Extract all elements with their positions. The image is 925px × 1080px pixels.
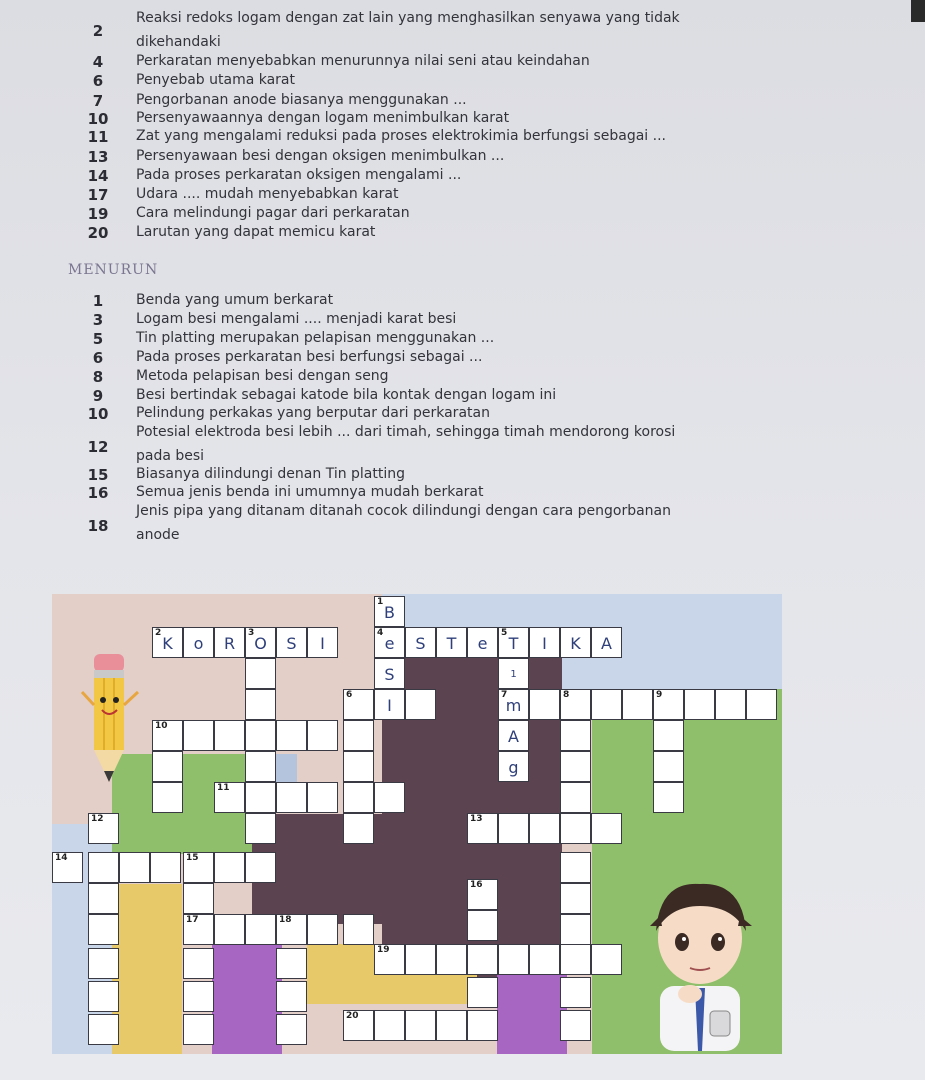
cell-20[interactable]	[343, 1010, 374, 1041]
cell-number: 7	[501, 690, 508, 700]
cell-number: 4	[377, 628, 384, 638]
cell[interactable]	[307, 720, 338, 751]
clue-text: Zat yang mengalami reduksi pada proses elektrokimia berfungsi sebagai ...	[136, 128, 666, 144]
cell[interactable]	[214, 627, 245, 658]
cell[interactable]	[529, 944, 560, 975]
cell[interactable]	[88, 883, 119, 914]
cell[interactable]	[374, 1010, 405, 1041]
cell[interactable]	[307, 914, 338, 945]
cell[interactable]	[560, 751, 591, 782]
cell[interactable]	[343, 813, 374, 844]
cell[interactable]	[405, 944, 436, 975]
cell[interactable]	[653, 720, 684, 751]
cell[interactable]	[498, 813, 529, 844]
cell-number: 6	[346, 690, 353, 700]
clue-text: Persenyawaan besi dengan oksigen menimbulkan ...	[136, 148, 505, 164]
cell[interactable]	[183, 627, 214, 658]
cell-number: 12	[91, 814, 104, 824]
clue-text: Metoda pelapisan besi dengan seng	[136, 368, 389, 384]
cell-15[interactable]	[183, 852, 214, 883]
cell-number: 17	[186, 915, 199, 925]
clue-number: 8	[92, 368, 104, 386]
cell[interactable]	[214, 914, 245, 945]
clue-text: Udara .... mudah menyebabkan karat	[136, 186, 399, 202]
cell-number: 2	[155, 628, 162, 638]
cell[interactable]	[214, 720, 245, 751]
clue-number: 6	[92, 72, 104, 90]
clue-text-cont: dikehandaki	[136, 34, 221, 50]
cell[interactable]	[560, 782, 591, 813]
cell[interactable]	[498, 720, 529, 751]
cell-7[interactable]	[498, 689, 529, 720]
boy-character-icon	[640, 876, 760, 1051]
cell[interactable]	[183, 981, 214, 1012]
cell-letter: S	[415, 634, 426, 653]
cell[interactable]	[529, 627, 560, 658]
cell[interactable]	[467, 977, 498, 1008]
cell[interactable]	[183, 1014, 214, 1045]
cell[interactable]	[560, 720, 591, 751]
clue-number: 12	[87, 438, 109, 456]
cell[interactable]	[560, 1010, 591, 1041]
cell-4[interactable]	[374, 627, 405, 658]
cell-letter: T	[446, 634, 457, 653]
cell[interactable]	[436, 944, 467, 975]
cell[interactable]	[88, 948, 119, 979]
cell[interactable]	[374, 689, 405, 720]
cell[interactable]	[343, 782, 374, 813]
clue-number: 7	[92, 92, 104, 110]
cell[interactable]	[591, 944, 622, 975]
clue-text: Pada proses perkaratan oksigen mengalami ...	[136, 167, 462, 183]
cell[interactable]	[560, 852, 591, 883]
cell[interactable]	[276, 948, 307, 979]
cell-letter: O	[254, 634, 267, 653]
cell-17[interactable]	[183, 914, 214, 945]
cell-letter: A	[601, 634, 612, 653]
cell-letter: 1	[510, 669, 517, 680]
cell-1[interactable]	[374, 596, 405, 627]
cell-number: 1	[377, 597, 384, 607]
cell-letter: e	[477, 634, 488, 653]
clue-text: Pengorbanan anode biasanya menggunakan ...	[136, 92, 467, 108]
cell-number: 11	[217, 783, 230, 793]
cell[interactable]	[88, 1014, 119, 1045]
clue-number: 2	[92, 22, 104, 40]
clue-number: 10	[87, 405, 109, 423]
page-corner	[911, 0, 925, 22]
clue-number: 4	[92, 53, 104, 71]
cell[interactable]	[183, 883, 214, 914]
cell[interactable]	[560, 944, 591, 975]
clue-number: 11	[87, 128, 109, 146]
pencil-mascot-icon	[80, 650, 140, 790]
cell-letter: I	[387, 696, 392, 715]
cell-3[interactable]	[245, 627, 276, 658]
cell[interactable]	[276, 782, 307, 813]
section-title-down: MENURUN	[68, 262, 159, 278]
clue-text: Pelindung perkakas yang berputar dari perkaratan	[136, 405, 490, 421]
cell-letter: K	[162, 634, 173, 653]
clue-number: 13	[87, 148, 109, 166]
clue-number: 19	[87, 205, 109, 223]
cell-number: 18	[279, 915, 292, 925]
cell-13[interactable]	[467, 813, 498, 844]
cell[interactable]	[560, 627, 591, 658]
cell[interactable]	[183, 720, 214, 751]
cell-6[interactable]	[343, 689, 374, 720]
cell-14[interactable]	[52, 852, 83, 883]
cell[interactable]	[436, 1010, 467, 1041]
cell[interactable]	[467, 627, 498, 658]
cell[interactable]	[405, 1010, 436, 1041]
clue-text: Jenis pipa yang ditanam ditanah cocok dilindungi dengan cara pengorbanan	[136, 503, 671, 519]
cell[interactable]	[276, 627, 307, 658]
clue-number: 5	[92, 330, 104, 348]
clue-number: 10	[87, 110, 109, 128]
cell-letter: I	[320, 634, 325, 653]
clue-text: Pada proses perkaratan besi berfungsi sebagai ...	[136, 349, 483, 365]
cell[interactable]	[498, 658, 529, 689]
cell-12[interactable]	[88, 813, 119, 844]
clue-text-cont: anode	[136, 527, 180, 543]
clue-text: Cara melindungi pagar dari perkaratan	[136, 205, 410, 221]
cell[interactable]	[245, 914, 276, 945]
cell-19[interactable]	[374, 944, 405, 975]
cell[interactable]	[591, 627, 622, 658]
clue-text: Tin platting merupakan pelapisan menggunakan ...	[136, 330, 495, 346]
cell-5[interactable]	[498, 627, 529, 658]
cell[interactable]	[591, 813, 622, 844]
cell[interactable]	[276, 720, 307, 751]
cell[interactable]	[245, 658, 276, 689]
clue-text: Perkaratan menyebabkan menurunnya nilai seni atau keindahan	[136, 53, 590, 69]
clue-text: Potesial elektroda besi lebih ... dari timah, sehingga timah mendorong korosi	[136, 424, 676, 440]
cell[interactable]	[343, 914, 374, 945]
cell[interactable]	[560, 883, 591, 914]
cell-letter: T	[508, 634, 519, 653]
clue-text-cont: pada besi	[136, 448, 205, 464]
cell[interactable]	[498, 751, 529, 782]
cell[interactable]	[405, 689, 436, 720]
cell[interactable]	[276, 981, 307, 1012]
cell[interactable]	[746, 689, 777, 720]
clue-text: Reaksi redoks logam dengan zat lain yang menghasilkan senyawa yang tidak	[136, 10, 680, 26]
cell[interactable]	[684, 689, 715, 720]
cell[interactable]	[245, 751, 276, 782]
cell[interactable]	[715, 689, 746, 720]
cell[interactable]	[88, 981, 119, 1012]
cell[interactable]	[343, 751, 374, 782]
cell-number: 14	[55, 853, 68, 863]
cell[interactable]	[245, 689, 276, 720]
cell[interactable]	[591, 689, 622, 720]
cell-letter: m	[505, 696, 522, 715]
cell-letter: R	[223, 634, 236, 653]
cell[interactable]	[307, 782, 338, 813]
cell[interactable]	[119, 852, 150, 883]
clue-text: Logam besi mengalami .... menjadi karat besi	[136, 311, 457, 327]
cell[interactable]	[498, 944, 529, 975]
clue-number: 6	[92, 349, 104, 367]
cell[interactable]	[405, 627, 436, 658]
clue-number: 9	[92, 387, 104, 405]
cell-16[interactable]	[467, 879, 498, 910]
clue-text: Biasanya dilindungi denan Tin platting	[136, 466, 406, 482]
cell[interactable]	[436, 627, 467, 658]
cell[interactable]	[245, 813, 276, 844]
clue-text: Semua jenis benda ini umumnya mudah berkarat	[136, 484, 484, 500]
cell[interactable]	[467, 944, 498, 975]
cell-8[interactable]	[560, 689, 591, 720]
clue-number: 14	[87, 167, 109, 185]
cell-2[interactable]	[152, 627, 183, 658]
cell[interactable]	[653, 751, 684, 782]
cell[interactable]	[245, 720, 276, 751]
cell-number: 8	[563, 690, 570, 700]
clue-number: 20	[87, 224, 109, 242]
cell-number: 13	[470, 814, 483, 824]
clue-number: 15	[87, 466, 109, 484]
cell[interactable]	[307, 627, 338, 658]
clue-text: Benda yang umum berkarat	[136, 292, 334, 308]
cell[interactable]	[374, 782, 405, 813]
cell-number: 10	[155, 721, 168, 731]
cell-number: 5	[501, 628, 508, 638]
cell-letter: A	[508, 727, 519, 746]
cell-letter: e	[384, 634, 395, 653]
cell[interactable]	[529, 813, 560, 844]
cell[interactable]	[467, 1010, 498, 1041]
cell-number: 19	[377, 945, 390, 955]
clue-number: 16	[87, 484, 109, 502]
cell[interactable]	[183, 948, 214, 979]
clue-number: 18	[87, 517, 109, 535]
cell[interactable]	[467, 910, 498, 941]
cell[interactable]	[245, 852, 276, 883]
bg-yellow-left	[112, 884, 182, 1054]
cell-18[interactable]	[276, 914, 307, 945]
cell-10[interactable]	[152, 720, 183, 751]
cell[interactable]	[152, 782, 183, 813]
cell[interactable]	[88, 852, 119, 883]
cell-letter: o	[193, 634, 204, 653]
cell-letter: B	[384, 603, 395, 622]
cell[interactable]	[152, 751, 183, 782]
cell[interactable]	[653, 782, 684, 813]
cell-number: 16	[470, 880, 483, 890]
cell-11[interactable]	[214, 782, 245, 813]
bg-violet-right	[497, 974, 567, 1054]
cell-number: 9	[656, 690, 663, 700]
clue-number: 17	[87, 186, 109, 204]
clue-text: Penyebab utama karat	[136, 72, 296, 88]
cell-letter: I	[542, 634, 547, 653]
cell[interactable]	[374, 658, 405, 689]
cell[interactable]	[343, 720, 374, 751]
cell-number: 15	[186, 853, 199, 863]
cell[interactable]	[560, 914, 591, 945]
cell[interactable]	[560, 813, 591, 844]
cell[interactable]	[622, 689, 653, 720]
cell[interactable]	[276, 1014, 307, 1045]
clue-text: Besi bertindak sebagai katode bila kontak dengan logam ini	[136, 387, 557, 403]
clue-number: 1	[92, 292, 104, 310]
cell-9[interactable]	[653, 689, 684, 720]
cell[interactable]	[88, 914, 119, 945]
cell[interactable]	[150, 852, 181, 883]
clue-text: Persenyawaannya dengan logam menimbulkan karat	[136, 110, 510, 126]
cell[interactable]	[529, 689, 560, 720]
bg-violet-left	[212, 944, 282, 1054]
cell-number: 3	[248, 628, 255, 638]
clue-number: 3	[92, 311, 104, 329]
cell-letter: g	[508, 758, 519, 777]
cell[interactable]	[245, 782, 276, 813]
cell[interactable]	[560, 977, 591, 1008]
cell[interactable]	[214, 852, 245, 883]
cell-letter: S	[384, 665, 395, 684]
cell-letter: S	[286, 634, 297, 653]
cell-letter: K	[570, 634, 581, 653]
clue-text: Larutan yang dapat memicu karat	[136, 224, 376, 240]
cell-number: 20	[346, 1011, 359, 1021]
